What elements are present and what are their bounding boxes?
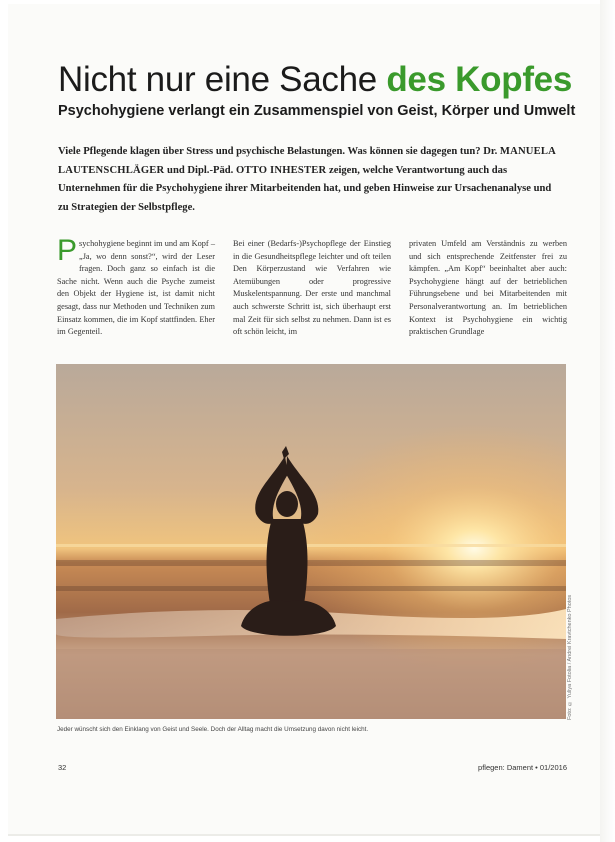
lead-author-1: MANUELA LAUTENSCHLÄGER <box>58 146 556 176</box>
magazine-issue: pflegen: Dament • 01/2016 <box>478 763 567 772</box>
lead-middle: und Dipl.-Päd. <box>164 164 236 176</box>
title-main: Nicht nur eine Sache <box>58 60 387 99</box>
page-edge <box>600 0 615 842</box>
page-number: 32 <box>58 763 67 772</box>
body-column-3: privaten Umfeld am Verständnis zu werben und sich entsprechende Zeitfenster frei zu kämpfen. „Am Kopf“ beeinhaltet aber auch: Psychohygiene hängt auf der betrieblichen Führungsebene und bei Mitarbeitenden mit Personalverantwortung an. Im betrieblichen Kontext ist Psychohygiene ein wichtig praktischen Grundlage <box>409 239 567 337</box>
article-subtitle: Psychohygiene verlangt ein Zusammenspiel von Geist, Körper und Umwelt <box>58 103 576 119</box>
drop-cap: P <box>57 238 78 267</box>
body-text-columns <box>57 238 567 364</box>
lead-rest: zeigen, welche Verantwortung auch das Unternehmen für die Psychohygiene ihrer Mitarbeitenden hat, und geben Hinweise zur Ursachenanalyse und zu Strategien der Selbstpflege. <box>58 164 552 213</box>
body-column-2: Bei einer (Bedarfs-)Psychopflege der Einstieg in die Gesundheitspflege leichter und oft teilen Den Körperzustand wie Verfahren wie Atemübungen oder progressive Muskelentspannung. Der erste und manchmal auch schwerste Schritt ist, sich überhaupt erst mal Zeit für sich selbst zu nehmen. Dann ist es oft schön leicht, im <box>233 239 391 337</box>
article-title <box>58 60 578 100</box>
lead-prefix: Dr. <box>483 146 500 157</box>
photo-credit: Foto: © Yuliya Fotolia / Andrei Kravtchenko Photos <box>567 594 573 720</box>
body-column-1 <box>57 238 215 364</box>
title-accent: des Kopfes <box>386 60 572 99</box>
article-lead <box>58 143 558 217</box>
photo-caption: Jeder wünscht sich den Einklang von Geist und Seele. Doch der Alltag macht die Umsetzung davon nicht leicht. <box>57 726 369 733</box>
lead-author-2: OTTO INHESTER <box>235 164 327 176</box>
yoga-beach-photo <box>56 364 566 719</box>
lead-sentence-1: Viele Pflegende klagen über Stress und psychische Belastungen. Was können sie dagegen tun? <box>58 146 481 157</box>
body-column-1-text: sychohygiene beginnt im und am Kopf – „Ja, wo denn sonst?“, wird der Leser fragen. Doch ganz so einfach ist die Sache nicht. Wenn auch die Psyche zumeist den Objekt der Hygiene ist, ist damit nicht gesagt, dass nur Methoden und Techniken zum Einsatz kommen, die im Kopf stattfinden. Eher im Gegenteil. <box>57 239 215 337</box>
